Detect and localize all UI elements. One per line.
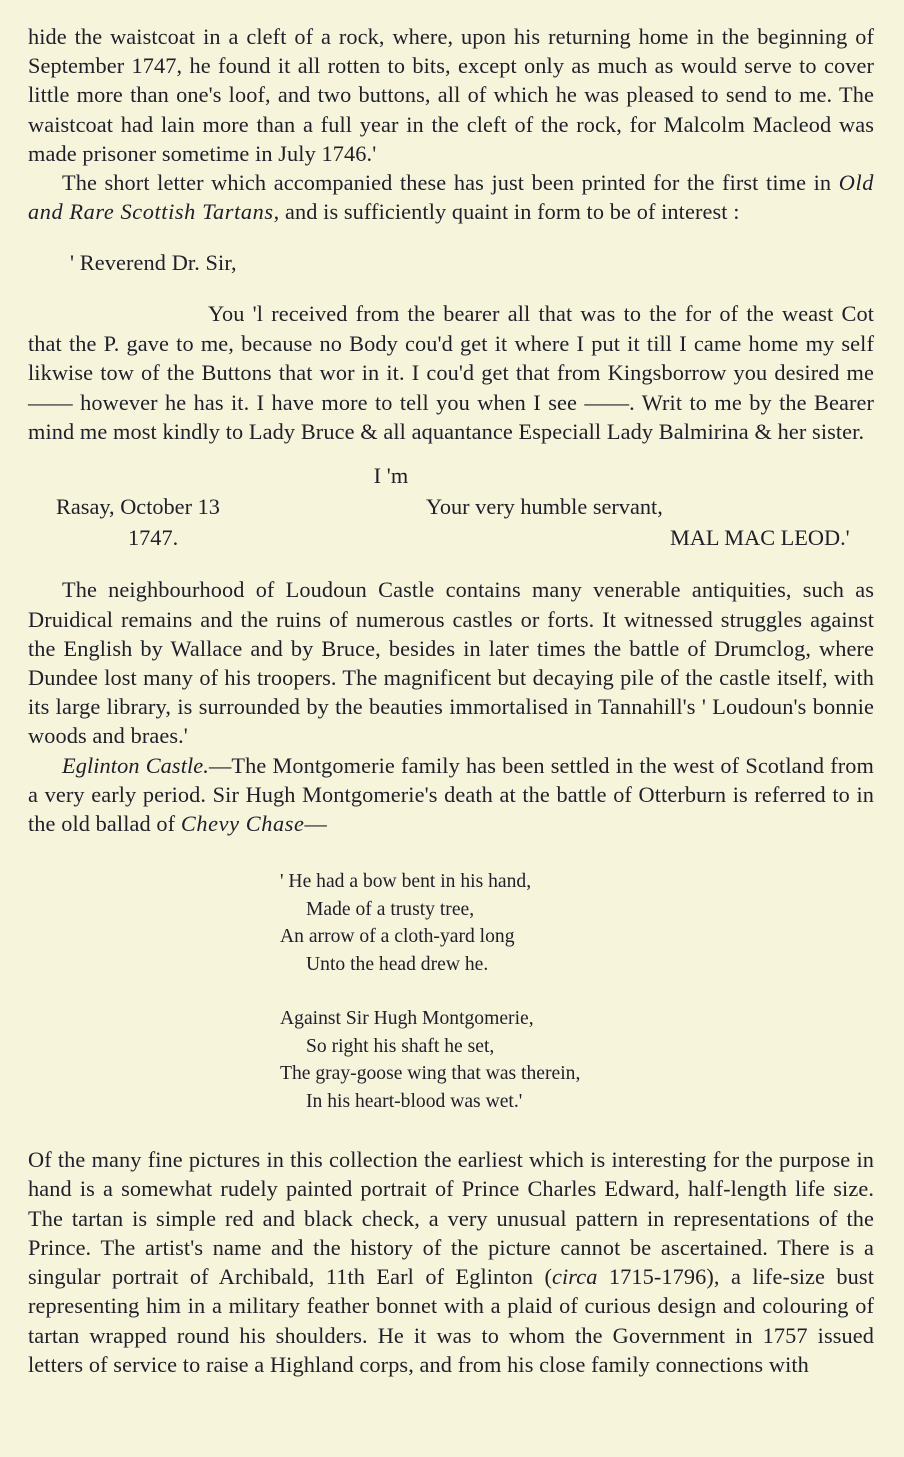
- verse-line: Against Sir Hugh Montgomerie,: [280, 1008, 534, 1030]
- spacer: [28, 446, 874, 455]
- short-letter-title: Old and Rare Scottish Tartans: [28, 170, 874, 225]
- letter-signature: MAL MAC LEOD.': [670, 525, 850, 551]
- eglinton-part1: —The Montgomerie family has been settled in the west of Scotland from a very early period. Sir Hugh Montgomerie's death at the battle of Otterburn is referred to in the old ballad of: [28, 752, 875, 837]
- spacer: [28, 226, 874, 248]
- spacer: [28, 553, 874, 575]
- verse-line: In his heart-blood was wet.': [306, 1090, 523, 1112]
- eglinton-ballad-title: Chevy Chase: [180, 811, 305, 837]
- pictures-circa: circa: [552, 1264, 598, 1290]
- paragraph-pictures: [28, 1145, 874, 1379]
- short-letter-part1: The short letter which accompanied these has just been printed for the first time in: [62, 170, 839, 196]
- paragraph-short-letter: [28, 168, 874, 226]
- verse-line: An arrow of a cloth-yard long: [280, 926, 515, 948]
- verse-line: Made of a trusty tree,: [306, 898, 475, 920]
- verse-line: ' He had a bow bent in his hand,: [280, 871, 532, 893]
- letter-im: I 'm: [373, 463, 409, 489]
- eglinton-heading: Eglinton Castle.: [62, 752, 209, 778]
- paragraph-waistcoat: hide the waistcoat in a cleft of a rock, where, upon his returning home in the beginning of September 1747, he found it all rotten to bits, except only as much as would serve to cover little more than one's loof, and two buttons, all of which he was pleased to send to me. The waistcoat had lain more than a full year in the cleft of the rock, for Malcolm Macleod was made prisoner sometime in July 1746.': [28, 24, 874, 166]
- letter-place-date: Rasay, October 13: [56, 494, 220, 520]
- letter-signature-row-2: [28, 522, 874, 553]
- letter-body: You 'l received from the bearer all that was to the for of the weast Cot that the P. gave to me, because no Body cou'd get it where I put it till I came home my self likwise tow of the Buttons that wor in it. I cou'd get that from Kingsborrow you desired me —— however he has it. I have more to tell you when I see ——. Writ to me by the Bearer mind me most kindly to Lady Bruce & all aquantance Especiall Lady Balmirina & her sister.: [28, 301, 874, 445]
- letter-salutation: ' Reverend Dr. Sir,: [70, 250, 237, 276]
- letter-closing: Your very humble servant,: [426, 494, 663, 520]
- spacer: [28, 278, 874, 287]
- paragraph-eglinton: [28, 751, 874, 839]
- pictures-part1: Of the many fine pictures in this collection the earliest which is interesting for the purpose in hand is a somewhat rudely painted portrait of Prince Charles Edward, half-length life size. The tartan is simple red and black check, a very unusual pattern in representations of the Prince. The artist's name and the history of the picture cannot be ascertained. There is a singular portrait of Archibald, 11th Earl of Eglinton (: [28, 1147, 874, 1290]
- verse-block: [28, 868, 874, 1115]
- spacer: [28, 1115, 874, 1145]
- verse-line: Unto the head drew he.: [306, 953, 489, 975]
- verse-line: So right his shaft he set,: [306, 1035, 495, 1057]
- eglinton-part2: —: [304, 811, 327, 837]
- letter-block: [28, 248, 874, 278]
- letter-year: 1747.: [128, 525, 179, 551]
- spacer: [28, 838, 874, 868]
- spacer: [280, 978, 874, 1005]
- paragraph-loudoun: The neighbourhood of Loudoun Castle contains many venerable antiquities, such as Druidical remains and the ruins of numerous castles or forts. It witnessed struggles against the English by Wallace and by Bruce, besides in later times the battle of Drumclog, where Dundee lost many of his troopers. The magnificent but decaying pile of the castle itself, with its large library, is surrounded by the beauties immortalised in Tannahill's ' Loudoun's bonnie woods and braes.': [28, 577, 874, 749]
- verse-line: The gray-goose wing that was therein,: [280, 1063, 581, 1085]
- pictures-part2: 1715-1796), a life-size bust representing him in a military feather bonnet with a plaid of curious design and colouring of tartan wrapped round his shoulders. He it was to whom the Government in 1757 issued letters of service to raise a Highland corps, and from his close family connections with: [28, 1264, 874, 1377]
- short-letter-part2: , and is sufficiently quaint in form to be of interest :: [273, 199, 740, 225]
- letter-signature-row-1: [28, 491, 874, 522]
